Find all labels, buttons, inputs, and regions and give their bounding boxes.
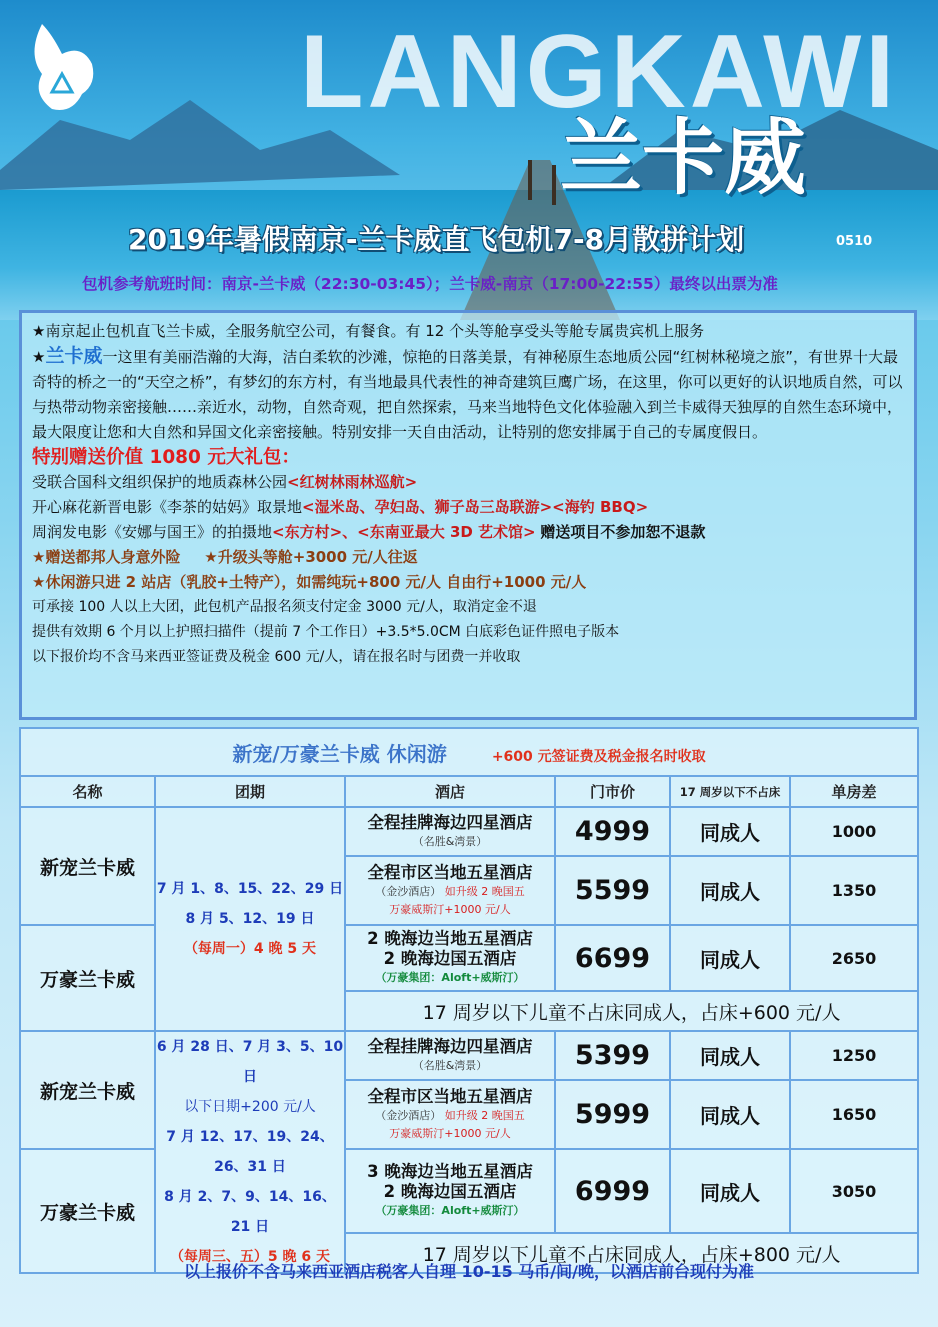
subtitle: 2019年暑假南京-兰卡威直飞包机7-8月散拼计划	[128, 223, 745, 256]
single-supplement: 2650	[790, 925, 918, 991]
single-supplement: 1650	[790, 1080, 918, 1149]
title-latin: LANGKAWI	[300, 14, 899, 130]
hotel-cell: 全程市区当地五星酒店 （金沙酒店） 如升级 2 晚国五 万豪威斯汀+1000 元/人	[345, 856, 555, 925]
dates-cell: 7 月 1、8、15、22、29 日 8 月 5、12、19 日 （每周一）4 晚 5 天	[155, 807, 345, 1031]
child-cell: 同成人	[670, 925, 790, 991]
hotel-cell: 全程挂牌海边四星酒店 （名胜&湾景）	[345, 1031, 555, 1080]
footer-note: 以上报价不含马来西亚酒店税客人自理 10-15 马币/间/晚，以酒店前台现付为准	[183, 1262, 754, 1281]
product-name: 万豪兰卡威	[20, 925, 155, 1031]
gift-title: 特别赠送价值 1080 元大礼包：	[32, 447, 300, 468]
price-cell: 5599	[555, 856, 670, 925]
leisure-option: ★休闲游只进 2 站店（乳胶+土特产），如需纯玩+800 元/人 自由行+1000 元/人	[32, 573, 587, 591]
table-title: 新宠/万豪兰卡威 休闲游	[232, 741, 447, 766]
dates-cell: 6 月 28 日、7 月 3、5、10 日 以下日期+200 元/人 7 月 12、17、19、24、26、31 日 8 月 2、7、9、14、16、21 日 （每周三、五）5 晚 6 天	[155, 1031, 345, 1273]
single-supplement: 1250	[790, 1031, 918, 1080]
hotel-cell: 2 晚海边当地五星酒店 2 晚海边国五酒店 （万豪集团：Aloft+威斯汀）	[345, 925, 555, 991]
hotel-cell: 3 晚海边当地五星酒店 2 晚海边国五酒店 （万豪集团：Aloft+威斯汀）	[345, 1149, 555, 1233]
price-cell: 5399	[555, 1031, 670, 1080]
gift-item-3: 周润发电影《安娜与国王》的拍摄地<东方村>、<东南亚最大 3D 艺术馆> 赠送项目不参加恕不退款	[32, 523, 706, 541]
child-cell: 同成人	[670, 856, 790, 925]
extra-benefits: ★赠送都邦人身意外险 ★升级头等舱+3000 元/人往返	[32, 548, 418, 566]
price-table	[19, 727, 919, 1274]
col-price: 门市价	[555, 776, 670, 807]
note-visa: 以下报价均不含马来西亚签证费及税金 600 元/人，请在报名时与团费一并收取	[32, 649, 521, 665]
child-cell: 同成人	[670, 1080, 790, 1149]
single-supplement: 1350	[790, 856, 918, 925]
col-single: 单房差	[790, 776, 918, 807]
table-row	[20, 925, 918, 991]
child-cell: 同成人	[670, 807, 790, 856]
hotel-cell: 全程市区当地五星酒店 （金沙酒店） 如升级 2 晚国五 万豪威斯汀+1000 元/人	[345, 1080, 555, 1149]
price-cell: 4999	[555, 807, 670, 856]
product-name: 新宠兰卡威	[20, 807, 155, 925]
product-name: 万豪兰卡威	[20, 1149, 155, 1273]
price-cell: 6999	[555, 1149, 670, 1233]
table-row	[20, 1031, 918, 1080]
table-row	[20, 1149, 918, 1233]
price-cell: 6699	[555, 925, 670, 991]
visa-fee-note: +600 元签证费及税金报名时收取	[491, 748, 706, 765]
flight-info: 包机参考航班时间：南京-兰卡威（22:30-03:45）；兰卡威-南京（17:00-22:55）最终以出票为准	[82, 275, 778, 293]
col-child: 17 周岁以下不占床	[670, 776, 790, 807]
gift-item-1: 受联合国科文组织保护的地质森林公园<红树林雨林巡航>	[32, 473, 418, 491]
intro-description: ★兰卡威一这里有美丽浩瀚的大海，洁白柔软的沙滩，惊艳的日落美景，有神秘原生态地质公园“红树林秘境之旅”，有世界十大最奇特的桥之一的“天空之桥”，有梦幻的东方村，有当地最具代表性的神奇建筑巨鹰广场，在这里，你可以更好的认识地质自然，可以与热带动物亲密接触……亲近水，动物，自然奇观，把自然探索，马来当地特色文化体验融入到兰卡威得天独厚的自然生态环境中，最大限度让您和大自然和异国文化亲密接触。特别安排一天自由活动，让特别的您安排属于自己的专属度假日。	[32, 345, 903, 441]
doc-code: 0510	[836, 234, 873, 249]
child-policy-note: 17 周岁以下儿童不占床同成人，占床+600 元/人	[345, 991, 918, 1031]
child-policy-note: 17 周岁以下儿童不占床同成人，占床+800 元/人	[345, 1233, 918, 1273]
intro-box	[19, 310, 917, 720]
column-header-row	[20, 776, 918, 807]
single-supplement: 1000	[790, 807, 918, 856]
gift-item-2: 开心麻花新晋电影《李茶的姑妈》取景地<湿米岛、孕妇岛、狮子岛三岛联游><海钓 BBQ>	[32, 498, 649, 516]
child-cell: 同成人	[670, 1149, 790, 1233]
col-dates: 团期	[155, 776, 345, 807]
price-cell: 5999	[555, 1080, 670, 1149]
child-cell: 同成人	[670, 1031, 790, 1080]
brand-name: 兰卡威	[45, 345, 103, 367]
col-name: 名称	[20, 776, 155, 807]
single-supplement: 3050	[790, 1149, 918, 1233]
product-name: 新宠兰卡威	[20, 1031, 155, 1149]
squirrel-logo-icon	[22, 14, 102, 114]
title-chinese: 兰卡威	[560, 111, 807, 206]
intro-line-flight: ★南京起止包机直飞兰卡威，全服务航空公司，有餐食。有 12 个头等舱享受头等舱专属贵宾机上服务	[32, 322, 705, 340]
table-row	[20, 807, 918, 856]
col-hotel: 酒店	[345, 776, 555, 807]
note-deposit: 可承接 100 人以上大团，此包机产品报名须支付定金 3000 元/人，取消定金不退	[32, 599, 537, 615]
table-title-row	[20, 728, 918, 776]
hotel-cell: 全程挂牌海边四星酒店 （名胜&湾景）	[345, 807, 555, 856]
note-passport: 提供有效期 6 个月以上护照扫描件（提前 7 个工作日）+3.5*5.0CM 白底彩色证件照电子版本	[32, 624, 620, 640]
